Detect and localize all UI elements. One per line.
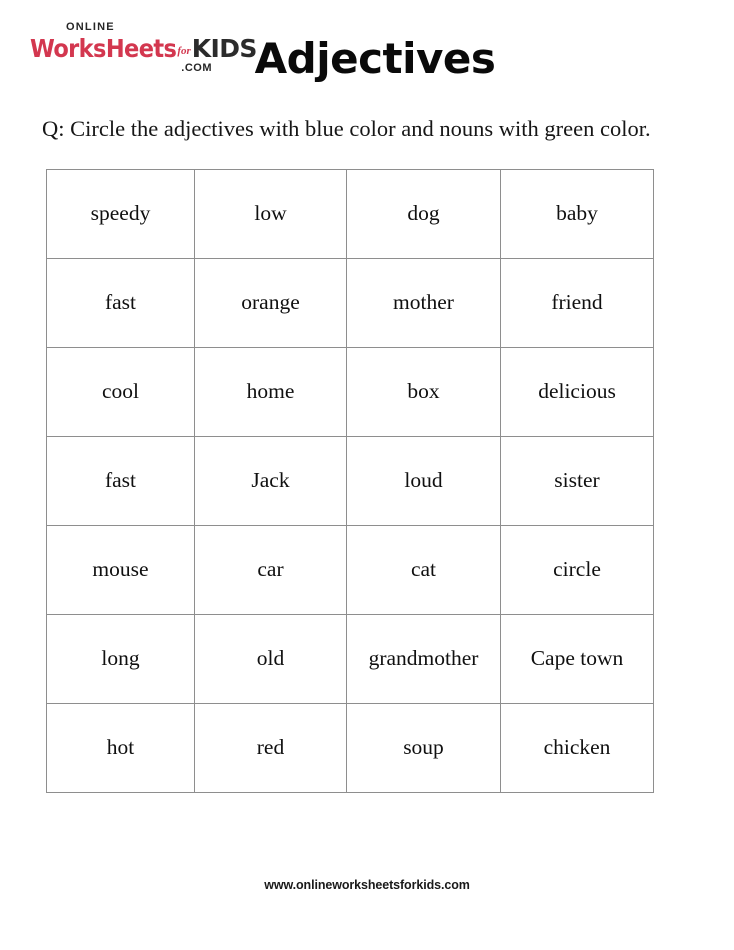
word-cell[interactable]: Jack xyxy=(195,436,347,525)
word-cell[interactable]: cat xyxy=(347,525,501,614)
logo-wordmark xyxy=(30,34,257,63)
word-cell[interactable]: circle xyxy=(501,525,654,614)
word-cell[interactable]: Cape town xyxy=(501,614,654,703)
word-cell[interactable]: car xyxy=(195,525,347,614)
instruction-text: Q: Circle the adjectives with blue color and nouns with green color. xyxy=(42,116,651,141)
table-row xyxy=(47,525,654,614)
page-title: Adjectives xyxy=(254,34,496,83)
table-row xyxy=(47,614,654,703)
word-cell[interactable]: long xyxy=(47,614,195,703)
word-cell[interactable]: fast xyxy=(47,258,195,347)
word-cell[interactable]: soup xyxy=(347,703,501,792)
footer-url: www.onlineworksheetsforkids.com xyxy=(264,878,470,892)
word-cell[interactable]: box xyxy=(347,347,501,436)
word-table xyxy=(46,169,654,793)
word-table-container xyxy=(46,169,653,793)
word-cell[interactable]: loud xyxy=(347,436,501,525)
word-cell[interactable]: speedy xyxy=(47,169,195,258)
word-cell[interactable]: mouse xyxy=(47,525,195,614)
word-cell[interactable]: dog xyxy=(347,169,501,258)
word-cell[interactable]: hot xyxy=(47,703,195,792)
word-cell[interactable]: delicious xyxy=(501,347,654,436)
word-cell[interactable]: friend xyxy=(501,258,654,347)
table-row xyxy=(47,703,654,792)
table-row xyxy=(47,436,654,525)
word-table-body xyxy=(47,169,654,792)
table-row xyxy=(47,169,654,258)
word-cell[interactable]: chicken xyxy=(501,703,654,792)
word-cell[interactable]: baby xyxy=(501,169,654,258)
logo-worksheets-text: WorksHeets xyxy=(30,34,177,63)
table-row xyxy=(47,258,654,347)
word-cell[interactable]: red xyxy=(195,703,347,792)
word-cell[interactable]: old xyxy=(195,614,347,703)
logo-online-label: ONLINE xyxy=(66,21,115,33)
word-cell[interactable]: sister xyxy=(501,436,654,525)
page-header xyxy=(0,0,734,105)
logo-kids-text: KIDS xyxy=(191,34,257,63)
word-cell[interactable]: low xyxy=(195,169,347,258)
word-cell[interactable]: mother xyxy=(347,258,501,347)
word-cell[interactable]: home xyxy=(195,347,347,436)
table-row xyxy=(47,347,654,436)
logo-com-label: .COM xyxy=(181,62,212,74)
site-logo xyxy=(30,21,257,74)
logo-for-text: for xyxy=(177,45,191,57)
word-cell[interactable]: cool xyxy=(47,347,195,436)
word-cell[interactable]: grandmother xyxy=(347,614,501,703)
word-cell[interactable]: orange xyxy=(195,258,347,347)
word-cell[interactable]: fast xyxy=(47,436,195,525)
